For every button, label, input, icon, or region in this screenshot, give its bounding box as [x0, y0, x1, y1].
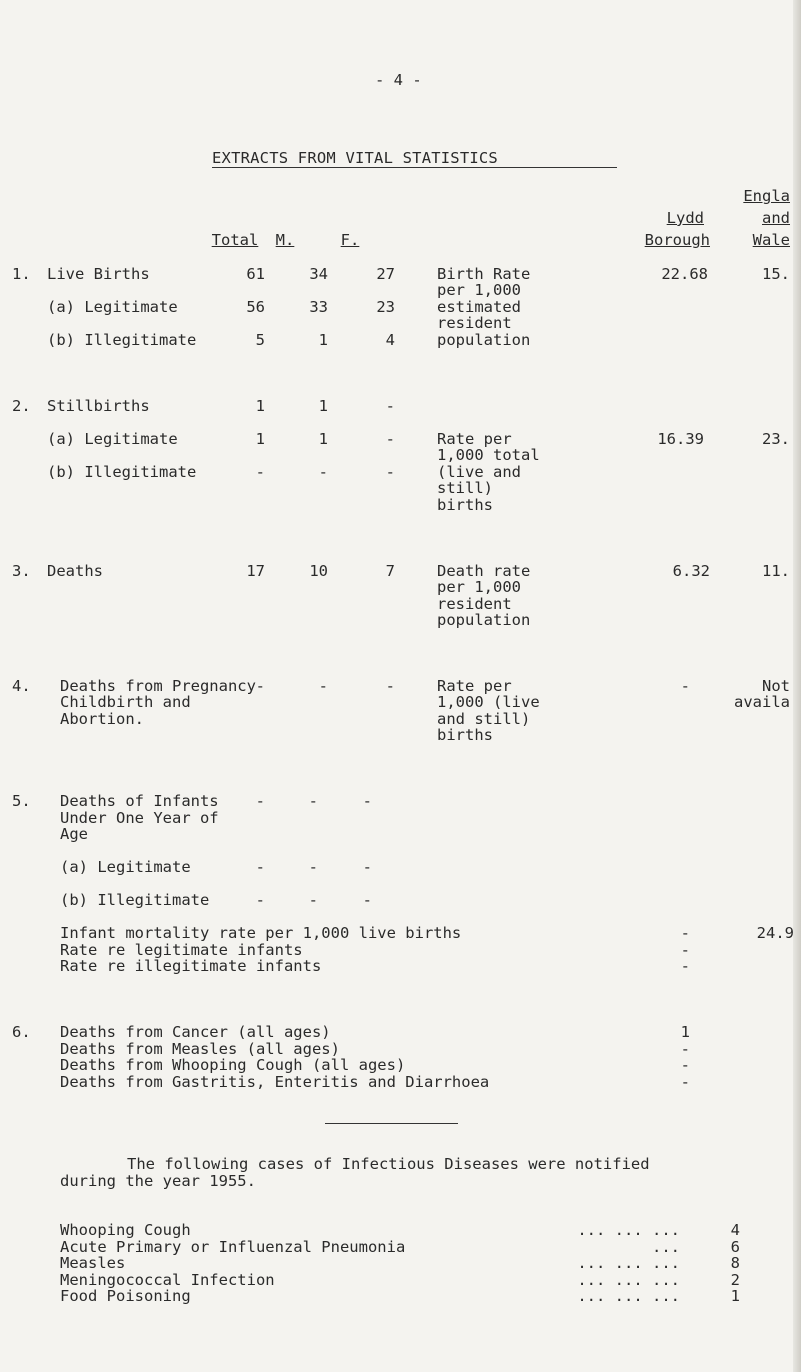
- s4-rate-desc: Rate per: [437, 677, 512, 695]
- s2-total: -: [255, 463, 265, 481]
- col-lydd-1: Lydd: [666, 209, 704, 227]
- s5-imr-line: Infant mortality rate per 1,000 live births: [60, 924, 462, 942]
- s2-male: 1: [318, 430, 328, 448]
- s1-rate-desc: population: [437, 331, 531, 349]
- s6-line: Deaths from Measles (all ages): [60, 1040, 340, 1058]
- disease-count: 6: [730, 1238, 740, 1256]
- disease-count: 4: [730, 1221, 740, 1239]
- s4-label: Childbirth and: [60, 693, 191, 711]
- s2-male: -: [318, 463, 328, 481]
- s5-imr-line: Rate re illegitimate infants: [60, 957, 322, 975]
- s3-lydd-rate: 6.32: [672, 562, 710, 580]
- s4-male: -: [318, 677, 328, 695]
- s4-label: Deaths from Pregnancy: [60, 677, 256, 695]
- s3-eng-rate: 11.: [762, 562, 790, 580]
- section-divider: [325, 1123, 458, 1124]
- disease-count: 2: [730, 1271, 740, 1289]
- section-2-number: 2.: [12, 397, 31, 415]
- s2-row-label: (b) Illegitimate: [47, 463, 197, 481]
- s3-female: 7: [385, 562, 395, 580]
- s5-label: Under One Year of: [60, 809, 219, 827]
- col-eng-1: Engla: [743, 187, 790, 205]
- s4-rate-desc: and still): [437, 710, 531, 728]
- s3-rate-desc: per 1,000: [437, 578, 521, 596]
- s3-rate-desc: population: [437, 611, 531, 629]
- col-eng-3: Wale: [752, 231, 790, 249]
- s3-total: 17: [246, 562, 265, 580]
- s4-eng-2: availa: [734, 693, 790, 711]
- s2-row-label: Stillbirths: [47, 397, 150, 415]
- s5-illegit-total: -: [255, 891, 265, 909]
- s2-row-label: (a) Legitimate: [47, 430, 178, 448]
- s6-value: -: [680, 1073, 690, 1091]
- s2-rate-desc: (live and: [437, 463, 521, 481]
- s6-value: -: [680, 1056, 690, 1074]
- s1-male: 34: [309, 265, 328, 283]
- s1-rate-desc: estimated: [437, 298, 521, 316]
- s5-legit-label: (a) Legitimate: [60, 858, 191, 876]
- s4-rate-desc: births: [437, 726, 493, 744]
- s1-female: 4: [385, 331, 395, 349]
- s2-female: -: [385, 430, 395, 448]
- s4-lydd-rate: -: [680, 677, 690, 695]
- s2-female: -: [385, 463, 395, 481]
- s2-total: 1: [255, 430, 265, 448]
- disease-name: Measles: [60, 1254, 126, 1272]
- s3-rate-desc: resident: [437, 595, 512, 613]
- s4-total: -: [255, 677, 265, 695]
- s1-row-label: (a) Legitimate: [47, 298, 178, 316]
- infectious-intro: The following cases of Infectious Diseases were notified: [127, 1155, 650, 1173]
- s5-total: -: [255, 792, 265, 810]
- col-lydd-2: Borough: [644, 231, 710, 249]
- s4-label: Abortion.: [60, 710, 144, 728]
- s5-illegit-female: -: [362, 891, 372, 909]
- s6-value: -: [680, 1040, 690, 1058]
- disease-count: 8: [730, 1254, 740, 1272]
- s1-row-label: (b) Illegitimate: [47, 331, 197, 349]
- disease-name: Acute Primary or Influenzal Pneumonia: [60, 1238, 406, 1256]
- s1-total: 56: [246, 298, 265, 316]
- disease-dots: ... ... ...: [577, 1271, 680, 1289]
- disease-dots: ...: [652, 1238, 680, 1256]
- s2-male: 1: [318, 397, 328, 415]
- s5-imr-eng: 24.9: [756, 924, 794, 942]
- section-5-number: 5.: [12, 792, 31, 810]
- s1-male: 33: [309, 298, 328, 316]
- s5-imr-lydd: -: [680, 941, 690, 959]
- s6-line: Deaths from Whooping Cough (all ages): [60, 1056, 406, 1074]
- disease-count: 1: [730, 1287, 740, 1305]
- s4-eng-1: Not: [762, 677, 790, 695]
- col-total: Total: [211, 231, 259, 249]
- s1-female: 23: [376, 298, 395, 316]
- section-1-number: 1.: [12, 265, 31, 283]
- s1-rate-desc: resident: [437, 314, 512, 332]
- s1-lydd-rate: 22.68: [661, 265, 708, 283]
- s2-lydd-rate: 16.39: [657, 430, 704, 448]
- s1-rate-desc: Birth Rate: [437, 265, 531, 283]
- col-male: M.: [275, 231, 295, 249]
- section-6-number: 6.: [12, 1023, 31, 1041]
- col-female: F.: [340, 231, 360, 249]
- s1-rate-desc: per 1,000: [437, 281, 521, 299]
- disease-name: Food Poisoning: [60, 1287, 191, 1305]
- disease-dots: ... ... ...: [577, 1254, 680, 1272]
- s1-total: 61: [246, 265, 265, 283]
- s1-row-label: Live Births: [47, 265, 150, 283]
- s3-male: 10: [309, 562, 328, 580]
- s5-imr-line: Rate re legitimate infants: [60, 941, 303, 959]
- s5-label: Age: [60, 825, 88, 843]
- disease-dots: ... ... ...: [577, 1287, 680, 1305]
- s5-legit-total: -: [255, 858, 265, 876]
- s5-illegit-male: -: [308, 891, 318, 909]
- s2-female: -: [385, 397, 395, 415]
- s3-rate-desc: Death rate: [437, 562, 531, 580]
- s1-female: 27: [376, 265, 395, 283]
- s5-label: Deaths of Infants: [60, 792, 219, 810]
- section-3-number: 3.: [12, 562, 31, 580]
- s2-rate-desc: Rate per: [437, 430, 512, 448]
- s5-imr-lydd: -: [680, 957, 690, 975]
- s1-eng-rate: 15.: [762, 265, 790, 283]
- s1-male: 1: [318, 331, 328, 349]
- page-heading: EXTRACTS FROM VITAL STATISTICS: [212, 149, 498, 167]
- s5-imr-lydd: -: [680, 924, 690, 942]
- s3-label: Deaths: [47, 562, 103, 580]
- s5-female: -: [362, 792, 372, 810]
- section-4-number: 4.: [12, 677, 31, 695]
- s5-legit-male: -: [308, 858, 318, 876]
- s6-line: Deaths from Cancer (all ages): [60, 1023, 331, 1041]
- disease-name: Whooping Cough: [60, 1221, 191, 1239]
- s2-rate-desc: still): [437, 479, 493, 497]
- disease-dots: ... ... ...: [577, 1221, 680, 1239]
- s2-total: 1: [255, 397, 265, 415]
- s5-illegit-label: (b) Illegitimate: [60, 891, 210, 909]
- s2-rate-desc: births: [437, 496, 493, 514]
- s4-female: -: [385, 677, 395, 695]
- page-number: - 4 -: [375, 71, 422, 89]
- heading-underline: [212, 167, 617, 168]
- s5-legit-female: -: [362, 858, 372, 876]
- s2-eng-rate: 23.: [762, 430, 790, 448]
- s4-rate-desc: 1,000 (live: [437, 693, 540, 711]
- col-eng-2: and: [762, 209, 790, 227]
- s5-male: -: [308, 792, 318, 810]
- s2-rate-desc: 1,000 total: [437, 446, 540, 464]
- disease-name: Meningococcal Infection: [60, 1271, 275, 1289]
- s1-total: 5: [255, 331, 265, 349]
- page-edge-shadow: [793, 0, 801, 1372]
- infectious-intro: during the year 1955.: [60, 1172, 256, 1190]
- s6-line: Deaths from Gastritis, Enteritis and Diarrhoea: [60, 1073, 490, 1091]
- s6-value: 1: [680, 1023, 690, 1041]
